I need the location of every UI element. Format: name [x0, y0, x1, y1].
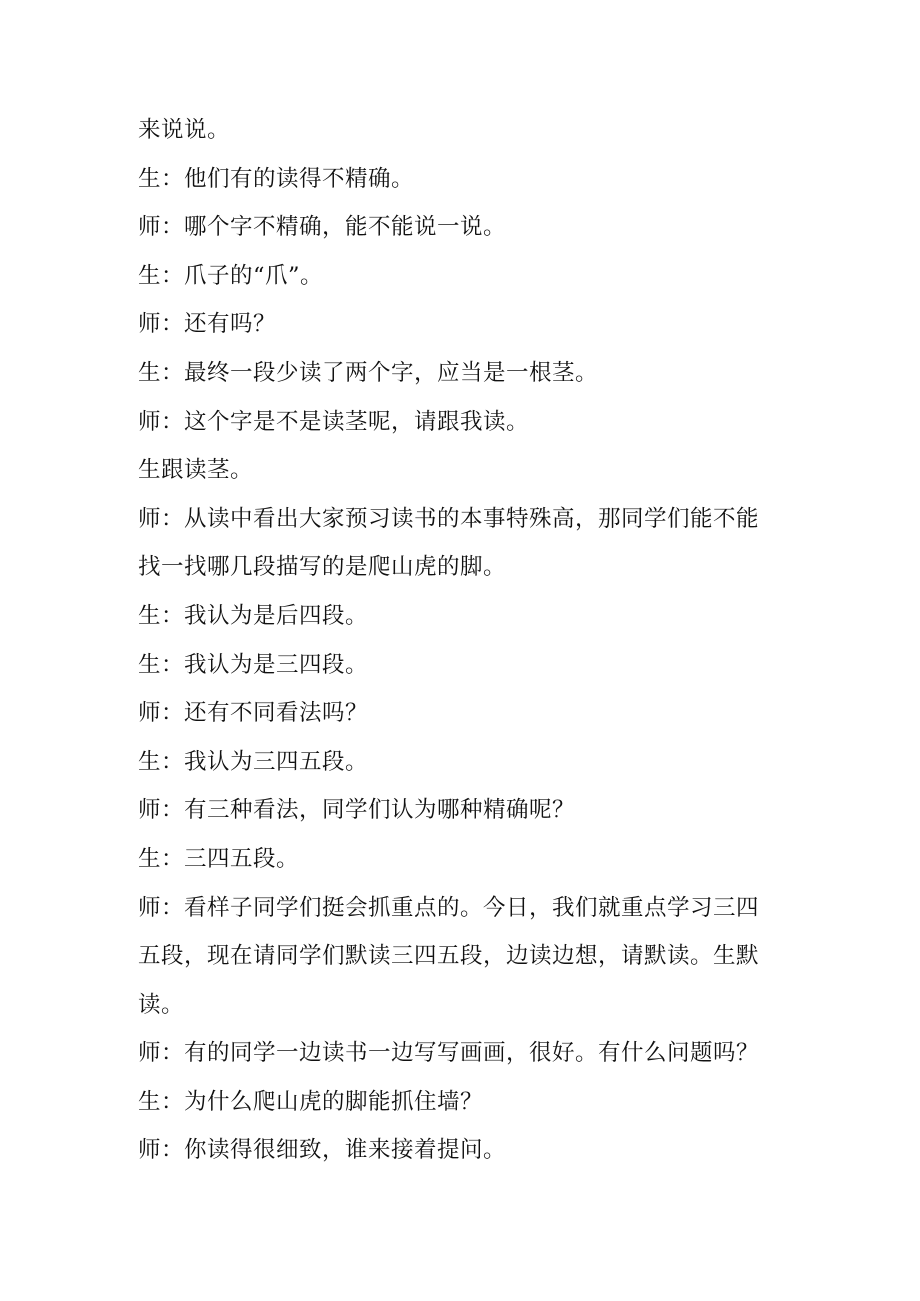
text-line: 师：你读得很细致，谁来接着提问。: [138, 1137, 507, 1164]
text-line: 生：三四五段。: [138, 845, 300, 872]
text-line: 生：爪子的“爪”。: [138, 262, 324, 289]
text-line: 生：我认为是后四段。: [138, 602, 369, 629]
text-line: 师：还有吗？: [138, 311, 277, 338]
text-line: 找一找哪几段描写的是爬山虎的脚。: [138, 554, 507, 581]
text-line: 来说说。: [138, 117, 231, 143]
text-line: 读。: [138, 991, 185, 1018]
document-text: [138, 106, 788, 1175]
text-line: 生：我认为是三四段。: [138, 651, 369, 678]
text-line: 师：有三种看法，同学们认为哪种精确呢？: [138, 797, 576, 824]
text-line: 师：这个字是不是读茎呢，请跟我读。: [138, 408, 530, 435]
text-line: 师：看样子同学们挺会抓重点的。今日，我们就重点学习三四: [138, 894, 760, 921]
text-line: 生：最终一段少读了两个字，应当是一根茎。: [138, 359, 599, 386]
text-line: 生：我认为三四五段。: [138, 748, 369, 775]
text-line: 生：为什么爬山虎的脚能抓住墙？: [138, 1088, 484, 1115]
text-line: 生跟读茎。: [138, 457, 254, 484]
text-line: 生：他们有的读得不精确。: [138, 165, 415, 192]
text-line: 师：有的同学一边读书一边写写画画，很好。有什么问题吗？: [138, 1040, 760, 1067]
text-line: 五段，现在请同学们默读三四五段，边读边想，请默读。生默: [138, 943, 760, 970]
text-line: 师：哪个字不精确，能不能说一说。: [138, 214, 507, 241]
text-line: 师：从读中看出大家预习读书的本事特殊高，那同学们能不能: [138, 505, 760, 532]
text-line: 师：还有不同看法吗？: [138, 700, 369, 727]
